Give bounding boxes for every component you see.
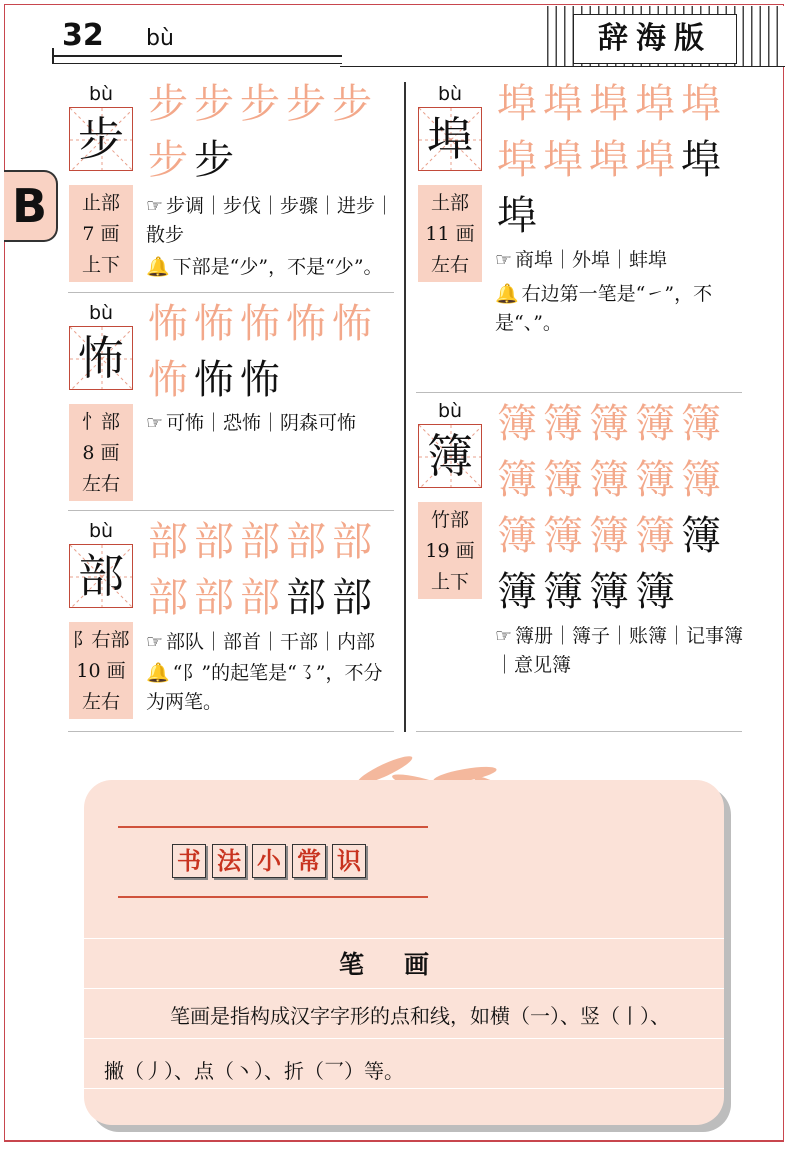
stroke-step: 簿 [497, 513, 543, 559]
stroke-order [497, 76, 747, 244]
stroke-step: 步 [148, 137, 194, 183]
stroke-step: 部 [148, 519, 194, 565]
stroke-step: 簿 [543, 457, 589, 503]
stroke-count: 7 画 [82, 223, 120, 245]
stroke-step: 埠 [635, 137, 681, 183]
stroke-step: 部 [286, 575, 332, 621]
title-rule [118, 896, 428, 898]
stroke-step: 怖 [286, 301, 332, 347]
radical: 忄部 [81, 411, 120, 433]
structure: 左右 [430, 254, 469, 276]
radical-info [69, 185, 133, 282]
radical: 竹部 [430, 509, 469, 531]
entry-pinyin: bù [88, 520, 114, 542]
entry-pinyin: bù [88, 302, 114, 324]
bell-icon: 🔔 [146, 662, 170, 684]
structure: 左右 [81, 473, 120, 495]
title-char: 书 [172, 844, 206, 878]
words: 部队｜部首｜干部｜内部 [166, 631, 376, 653]
stroke-order [148, 514, 398, 626]
letter-tab[interactable] [4, 170, 58, 242]
headword: 簿 [427, 429, 473, 483]
stroke-step: 怖 [240, 357, 286, 403]
stroke-step: 埠 [681, 137, 727, 183]
stroke-step: 埠 [589, 137, 635, 183]
words: 可怖｜恐怖｜阴森可怖 [166, 412, 357, 434]
row-divider [68, 292, 394, 293]
stroke-step: 簿 [543, 401, 589, 447]
stroke-step: 部 [240, 519, 286, 565]
title-rule [118, 826, 428, 828]
note-text: 下部是“少”，不是“少”。 [172, 256, 383, 278]
ruled-line [84, 988, 724, 989]
stroke-step: 埠 [681, 81, 727, 127]
stroke-step: 簿 [543, 513, 589, 559]
tip-body-line-1: 笔画是指构成汉字字形的点和线，如横（一）、竖（丨）、 [170, 1004, 670, 1028]
tip-body-line-2: 撇（丿）、点（丶）、折（乛）等。 [104, 1059, 404, 1083]
stroke-step: 怖 [148, 301, 194, 347]
header-rule-right [340, 66, 785, 67]
stroke-step: 簿 [681, 513, 727, 559]
word-list [146, 192, 398, 250]
stroke-step: 埠 [543, 81, 589, 127]
stroke-step: 埠 [543, 137, 589, 183]
ruled-line [84, 1088, 724, 1089]
stroke-step: 簿 [681, 457, 727, 503]
header-pinyin: bù [146, 26, 174, 51]
stroke-count: 19 画 [425, 540, 475, 562]
radical-info [418, 502, 482, 599]
stroke-step: 怖 [240, 301, 286, 347]
usage-note [495, 280, 747, 338]
character-box [69, 107, 133, 171]
row-divider [68, 731, 394, 732]
pointing-hand-icon: ☞ [146, 631, 164, 653]
row-divider [416, 392, 742, 393]
stroke-step: 簿 [589, 513, 635, 559]
stroke-step: 埠 [635, 81, 681, 127]
stroke-step: 步 [194, 81, 240, 127]
stroke-step: 步 [286, 81, 332, 127]
radical: 土部 [430, 192, 469, 214]
character-box [418, 107, 482, 171]
headword: 步 [78, 112, 124, 166]
stroke-count: 8 画 [82, 442, 120, 464]
entry-pinyin: bù [437, 400, 463, 422]
entry-pinyin: bù [437, 83, 463, 105]
stroke-step: 部 [148, 575, 194, 621]
stroke-step: 怖 [332, 301, 378, 347]
edition-title: 辞海版 [573, 14, 737, 64]
headword: 怖 [78, 331, 124, 385]
radical: 止部 [81, 192, 120, 214]
row-divider [68, 510, 394, 511]
note-text: “阝”的起笔是“㇌”，不分为两笔。 [146, 662, 383, 713]
stroke-step: 部 [194, 575, 240, 621]
title-char: 识 [332, 844, 366, 878]
stroke-step: 部 [240, 575, 286, 621]
ruled-line [84, 938, 724, 939]
headword: 埠 [427, 112, 473, 166]
stroke-step: 埠 [497, 193, 543, 239]
character-box [418, 424, 482, 488]
stroke-step: 部 [332, 519, 378, 565]
row-divider [416, 731, 742, 732]
stroke-step: 埠 [497, 137, 543, 183]
stroke-step: 簿 [497, 569, 543, 615]
bottom-rule [4, 1140, 784, 1141]
radical: 阝右部 [72, 629, 130, 651]
radical-info [69, 622, 133, 719]
stroke-step: 簿 [589, 401, 635, 447]
stroke-step: 埠 [589, 81, 635, 127]
usage-note [146, 253, 398, 282]
stroke-step: 簿 [681, 401, 727, 447]
stroke-step: 簿 [635, 457, 681, 503]
stroke-order [148, 76, 398, 188]
stroke-step: 簿 [635, 569, 681, 615]
title-char: 法 [212, 844, 246, 878]
headword: 部 [78, 549, 124, 603]
letter-tab-label: B [12, 179, 48, 233]
structure: 上下 [430, 571, 469, 593]
stroke-step: 步 [194, 137, 240, 183]
stroke-order [148, 296, 398, 408]
stroke-step: 簿 [589, 457, 635, 503]
stroke-count: 10 画 [76, 660, 126, 682]
usage-note [146, 659, 398, 717]
header-rule [52, 55, 342, 64]
stroke-step: 簿 [543, 569, 589, 615]
word-list [146, 628, 398, 657]
bell-icon: 🔔 [495, 283, 519, 305]
stroke-step: 部 [332, 575, 378, 621]
stroke-step: 埠 [497, 81, 543, 127]
character-box [69, 544, 133, 608]
words: 簿册｜簿子｜账簿｜记事簿｜意见簿 [495, 625, 744, 676]
title-char: 小 [252, 844, 286, 878]
word-list [495, 622, 747, 680]
pointing-hand-icon: ☞ [495, 625, 513, 647]
word-list [146, 409, 398, 438]
stroke-step: 簿 [635, 513, 681, 559]
bell-icon: 🔔 [146, 256, 170, 278]
stroke-step: 怖 [148, 357, 194, 403]
word-list [495, 246, 747, 275]
structure: 上下 [81, 254, 120, 276]
stroke-step: 簿 [589, 569, 635, 615]
structure: 左右 [81, 691, 120, 713]
stroke-step: 步 [332, 81, 378, 127]
stroke-order [497, 396, 747, 620]
tip-title [172, 844, 372, 878]
stroke-step: 部 [286, 519, 332, 565]
ruled-line [84, 1038, 724, 1039]
stroke-step: 簿 [497, 401, 543, 447]
stroke-step: 步 [240, 81, 286, 127]
pointing-hand-icon: ☞ [146, 195, 164, 217]
page-number: 32 [62, 18, 104, 53]
tip-subtitle: 笔画 [338, 950, 469, 979]
stroke-step: 怖 [194, 357, 240, 403]
stroke-count: 11 画 [425, 223, 475, 245]
words: 步调｜步伐｜步骤｜进步｜散步 [146, 195, 395, 246]
stroke-step: 怖 [194, 301, 240, 347]
column-divider [404, 82, 406, 732]
words: 商埠｜外埠｜蚌埠 [515, 249, 668, 271]
stroke-step: 部 [194, 519, 240, 565]
stroke-step: 簿 [635, 401, 681, 447]
pointing-hand-icon: ☞ [146, 412, 164, 434]
radical-info [418, 185, 482, 282]
character-box [69, 326, 133, 390]
title-char: 常 [292, 844, 326, 878]
note-text: 右边第一笔是“㇀”，不是“、”。 [495, 283, 713, 334]
stroke-step: 步 [148, 81, 194, 127]
radical-info [69, 404, 133, 501]
stroke-step: 簿 [497, 457, 543, 503]
entry-pinyin: bù [88, 83, 114, 105]
pointing-hand-icon: ☞ [495, 249, 513, 271]
